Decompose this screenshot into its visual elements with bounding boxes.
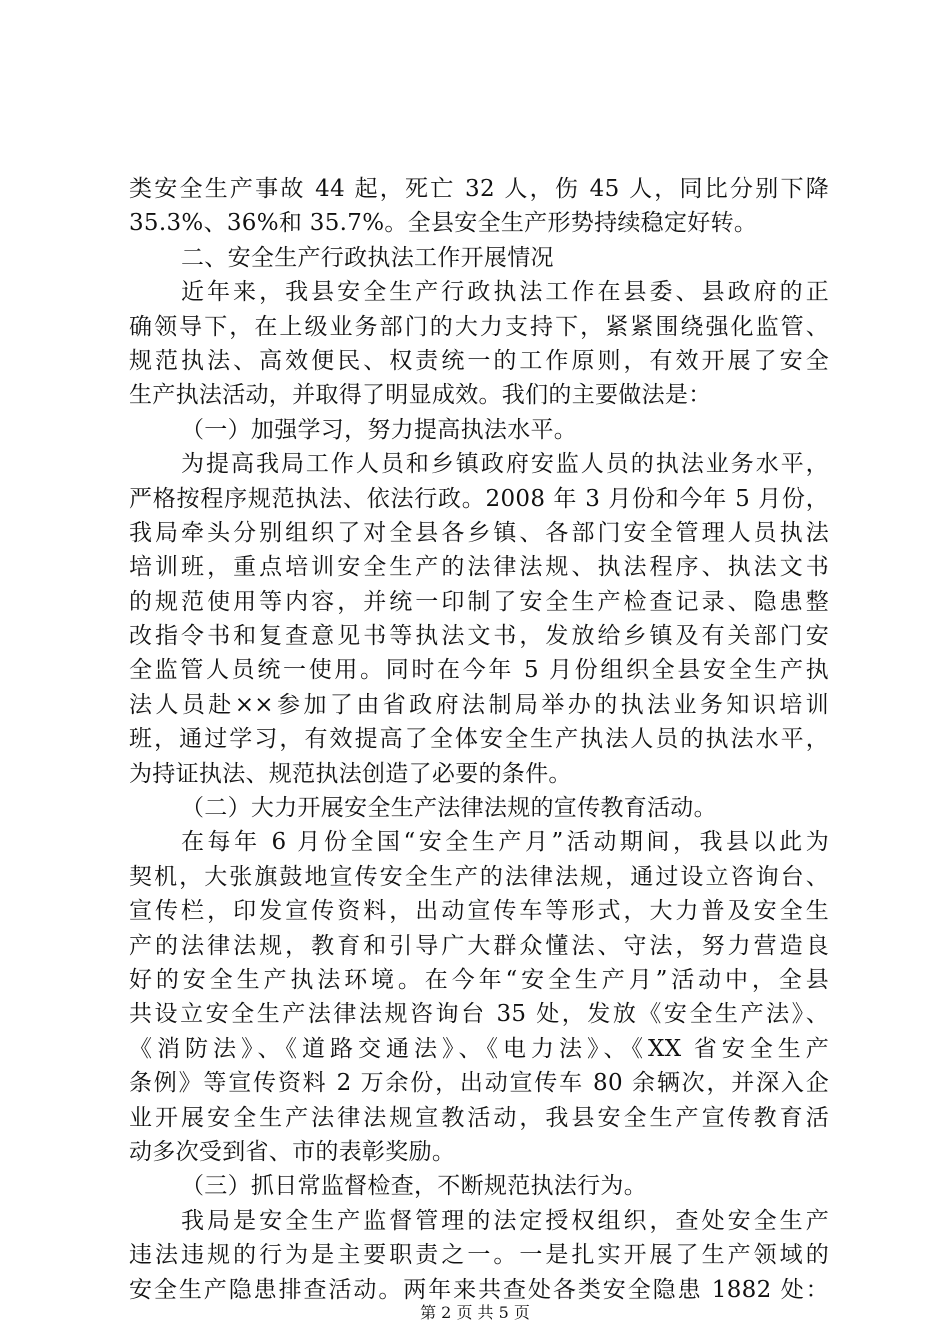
text-line: 规范执法、高效便民、权责统一的工作原则，有效开展了安全 xyxy=(129,347,829,374)
text-line: 违法违规的行为是主要职责之一。一是扎实开展了生产领域的 xyxy=(129,1242,829,1269)
text-line: 条例》等宣传资料 2 万余份，出动宣传车 80 余辆次，并深入企 xyxy=(129,1070,829,1097)
text-line: 严格按程序规范执法、依法行政。2008 年 3 月份和今年 5 月份， xyxy=(129,485,829,512)
section-heading: 二、安全生产行政执法工作开展情况 xyxy=(181,244,554,271)
text-line: 《消防法》、《道路交通法》、《电力法》、《XX 省安全生产 xyxy=(129,1035,829,1062)
text-line: 35.3%、36%和 35.7%。全县安全生产形势持续稳定好转。 xyxy=(129,210,758,237)
text-line: 我局是安全生产监督管理的法定授权组织，查处安全生产 xyxy=(181,1207,829,1234)
text-line: 类安全生产事故 44 起，死亡 32 人，伤 45 人，同比分别下降 xyxy=(129,176,829,202)
text-line: 产的法律法规，教育和引导广大群众懂法、守法，努力营造良 xyxy=(129,932,829,959)
text-line: 宣传栏，印发宣传资料，出动宣传车等形式，大力普及安全生 xyxy=(129,898,829,925)
section-heading: （一）加强学习，努力提高执法水平。 xyxy=(181,416,578,443)
text-line: 为持证执法、规范执法创造了必要的条件。 xyxy=(129,760,572,787)
document-body xyxy=(129,172,829,1307)
text-line: 生产执法活动，并取得了明显成效。我们的主要做法是： xyxy=(129,382,712,409)
text-line: 为提高我局工作人员和乡镇政府安监人员的执法业务水平， xyxy=(181,451,829,478)
text-line: 业开展安全生产法律法规宣教活动，我县安全生产宣传教育活 xyxy=(129,1104,829,1131)
text-line: 好的安全生产执法环境。在今年“安全生产月”活动中，全县 xyxy=(129,966,829,993)
text-line: 我局牵头分别组织了对全县各乡镇、各部门安全管理人员执法 xyxy=(129,519,829,546)
text-line: 动多次受到省、市的表彰奖励。 xyxy=(129,1138,456,1165)
text-line: 近年来，我县安全生产行政执法工作在县委、县政府的正 xyxy=(181,279,829,306)
page-footer: 第 2 页 共 5 页 xyxy=(420,1303,530,1322)
text-line: 确领导下，在上级业务部门的大力支持下，紧紧围绕强化监管、 xyxy=(129,313,829,340)
section-heading: （二）大力开展安全生产法律法规的宣传教育活动。 xyxy=(181,795,717,822)
text-line: 安全生产隐患排查活动。两年来共查处各类安全隐患 1882 处： xyxy=(129,1276,829,1303)
text-line: 全监管人员统一使用。同时在今年 5 月份组织全县安全生产执 xyxy=(129,657,829,684)
text-line: 培训班，重点培训安全生产的法律法规、执法程序、执法文书 xyxy=(129,554,829,581)
section-heading: （三）抓日常监督检查，不断规范执法行为。 xyxy=(181,1173,647,1200)
text-line: 共设立安全生产法律法规咨询台 35 处，发放《安全生产法》、 xyxy=(129,1001,829,1028)
text-line: 法人员赴××参加了由省政府法制局举办的执法业务知识培训 xyxy=(129,691,829,718)
text-line: 改指令书和复查意见书等执法文书，发放给乡镇及有关部门安 xyxy=(129,623,829,650)
text-line: 在每年 6 月份全国“安全生产月”活动期间，我县以此为 xyxy=(181,829,829,856)
text-line: 契机，大张旗鼓地宣传安全生产的法律法规，通过设立咨询台、 xyxy=(129,863,829,890)
text-line: 班，通过学习，有效提高了全体安全生产执法人员的执法水平， xyxy=(129,726,829,753)
text-line: 的规范使用等内容，并统一印制了安全生产检查记录、隐患整 xyxy=(129,588,829,615)
